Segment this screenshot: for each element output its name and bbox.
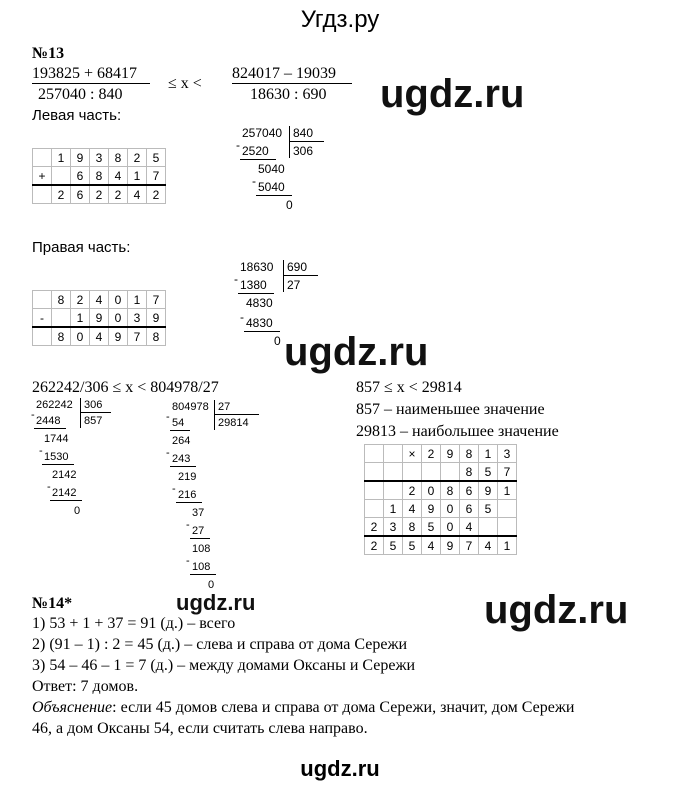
addition-table: 1 9 3 8 2 5 + 6 8 4 1 7 2 6 2 2 4 2 — [32, 148, 166, 204]
explanation-label: Объяснение — [32, 699, 113, 716]
watermark: ugdz.ru — [284, 330, 429, 374]
site-header: Угдз.ру — [300, 6, 380, 33]
task-14-number: №14* — [32, 595, 73, 612]
left-denominator: 257040 : 840 — [38, 86, 123, 103]
subtraction-table: 8 2 4 0 1 7 - 1 9 0 3 9 8 0 4 9 7 8 — [32, 290, 166, 346]
watermark: ugdz.ru — [484, 588, 629, 632]
result-inequality: 857 ≤ x < 29814 — [356, 379, 462, 396]
inequality-fractions: 262242/306 ≤ x < 804978/27 — [32, 379, 219, 396]
explanation-line-1 — [32, 698, 574, 717]
step-2: 2) (91 – 1) : 2 = 45 (д.) – слева и справа от дома Сережи — [32, 636, 408, 653]
watermark: ugdz.ru — [380, 72, 525, 116]
task-13-number: №13 — [32, 45, 65, 62]
watermark: ugdz.ru — [176, 590, 256, 615]
step-3: 3) 54 – 46 – 1 = 7 (д.) – между домами Оксаны и Сережи — [32, 657, 416, 674]
right-numerator: 824017 – 19039 — [232, 65, 336, 82]
inequality-sign: ≤ x < — [168, 75, 202, 92]
left-part-label: Левая часть: — [32, 107, 122, 124]
multiplication-table: × 2 9 8 1 3 8 5 7 2 0 8 6 9 1 1 4 9 0 6 5 2 3 8 5 0 4 2 5 5 4 9 7 4 1 — [364, 444, 517, 555]
explanation-text: : если 45 домов слева и справа от дома Сережи, значит, дом Сережи — [112, 699, 575, 716]
footer-watermark: ugdz.ru — [300, 756, 380, 781]
answer: Ответ: 7 домов. — [32, 678, 139, 695]
fraction-bar-left — [32, 83, 150, 84]
right-part-label: Правая часть: — [32, 239, 131, 256]
right-denominator: 18630 : 690 — [250, 86, 327, 103]
explanation-line-2: 46, а дом Оксаны 54, если считать слева направо. — [32, 720, 368, 737]
left-numerator: 193825 + 68417 — [32, 65, 138, 82]
step-1: 1) 53 + 1 + 37 = 91 (д.) – всего — [32, 615, 236, 632]
fraction-bar-right — [232, 83, 352, 84]
result-min: 857 – наименьшее значение — [356, 401, 545, 418]
result-max: 29813 – наибольшее значение — [356, 423, 559, 440]
